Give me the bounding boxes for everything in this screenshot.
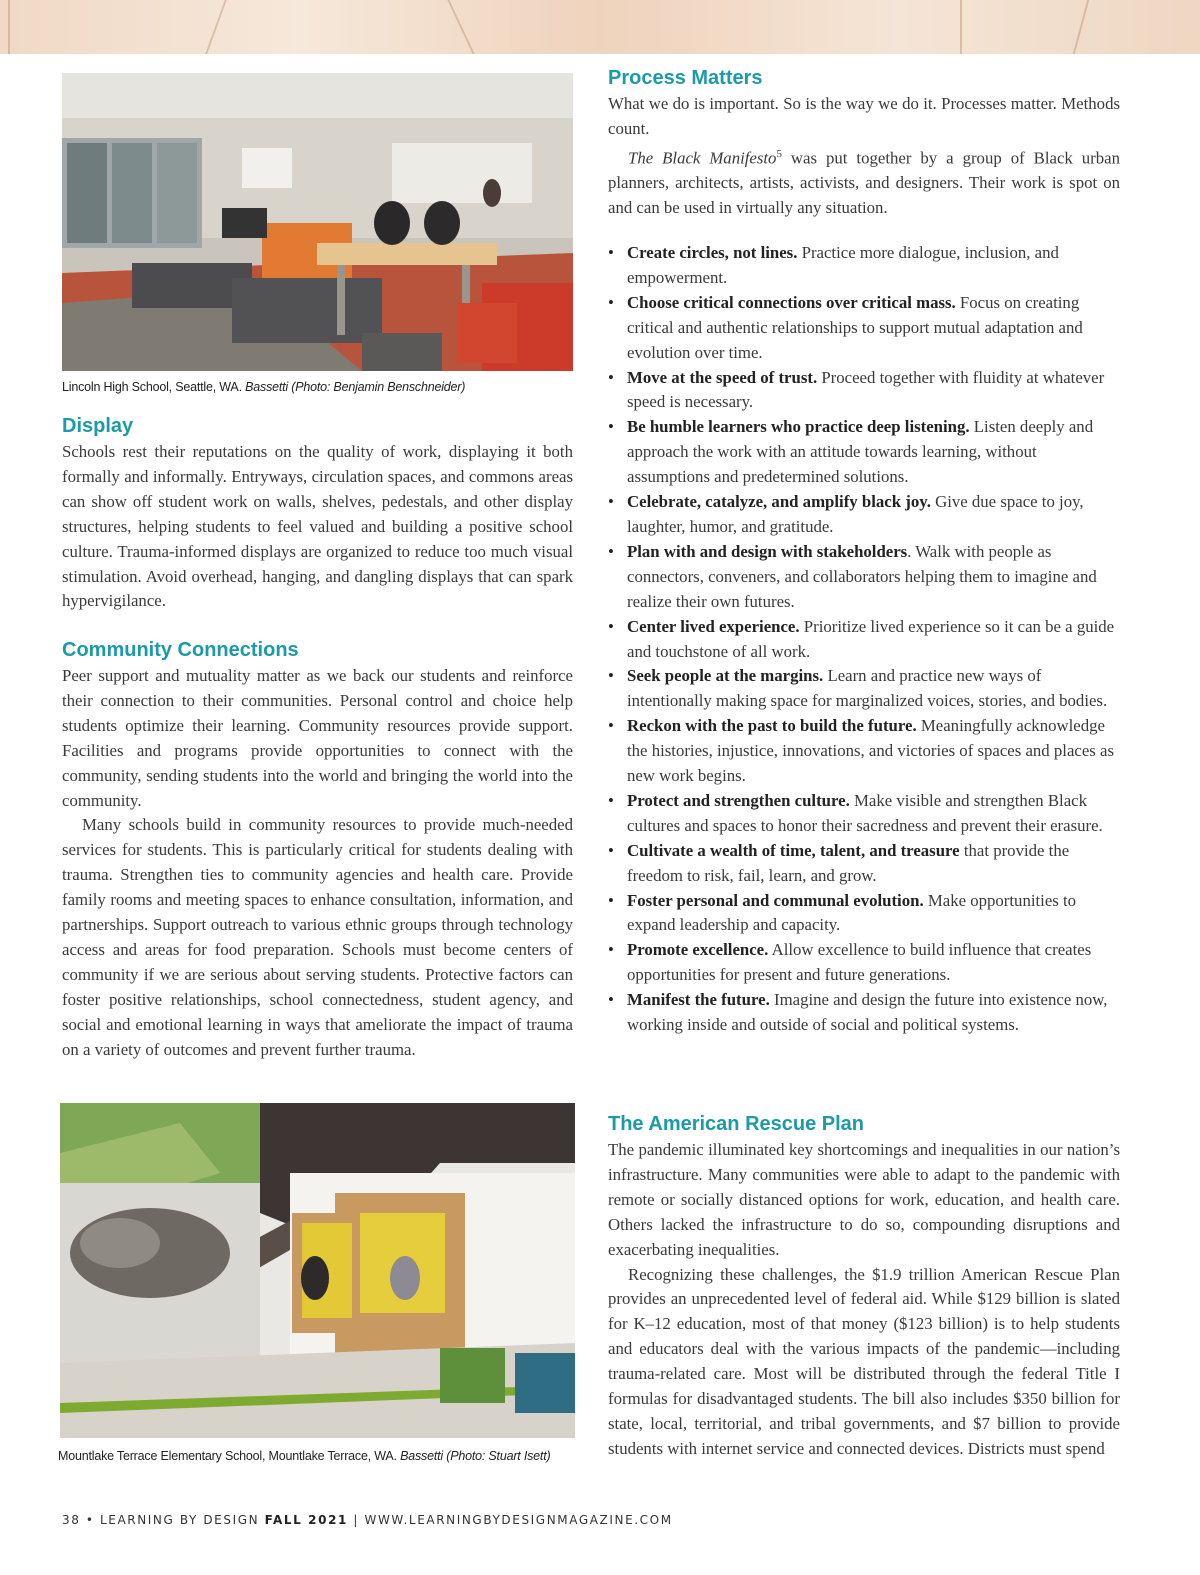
list-item: • Center lived experience. Prioritize lived experience so it can be a guide and touchstone of all work. [608,615,1120,665]
top-banner-image [0,0,1200,54]
community-connections-heading: Community Connections [62,639,299,661]
display-paragraph: Schools rest their reputations on the quality of work, displaying it both formally and informally. Entryways, circulation spaces, and commons areas can show off student work on walls, shelves, pedestals, and other display structures, helping students to feel valued and building a positive school culture. Trauma-informed displays are organized to reduce too much visual stimulation. Avoid overhead, hanging, and dangling displays that can spark hypervigilance. [62,442,573,611]
list-item: • Plan with and design with stakeholders. Walk with people as connectors, conveners, and collaborators helping them to imagine and realize their own futures. [608,540,1120,615]
issue-label: FALL 2021 [264,1513,348,1527]
magazine-url: WWW.LEARNINGBYDESIGNMAGAZINE.COM [364,1513,673,1527]
list-item: • Celebrate, catalyze, and amplify black joy. Give due space to joy, laughter, humor, and gratitude. [608,490,1120,540]
magazine-name: LEARNING BY DESIGN [100,1513,265,1527]
lincoln-high-school-photo [62,73,573,371]
list-item: • Promote excellence. Allow excellence to build influence that creates opportunities for present and future generations. [608,938,1120,988]
photo-caption: Lincoln High School, Seattle, WA. Bassetti (Photo: Benjamin Benschneider) [62,380,466,394]
list-item: • Move at the speed of trust. Proceed together with fluidity at whatever speed is necessary. [608,366,1120,416]
photo-caption: Mountlake Terrace Elementary School, Mountlake Terrace, WA. Bassetti (Photo: Stuart Isett) [58,1449,551,1463]
list-item: • Reckon with the past to build the future. Meaningfully acknowledge the histories, injustice, innovations, and victories of spaces and places as new work begins. [608,714,1120,789]
process-matters-heading: Process Matters [608,67,763,89]
list-item: • Create circles, not lines. Practice more dialogue, inclusion, and empowerment. [608,241,1120,291]
page-footer: 38 • LEARNING BY DESIGN FALL 2021 | WWW.LEARNINGBYDESIGNMAGAZINE.COM [62,1513,673,1527]
community-connections-text: Peer support and mutuality matter as we back our students and reinforce their connection to their communities. Personal control and choice help students optimize their learning. Community resources provide support. Facilities and programs provide opportunities to connect with the community, sending students into the world and bringing the world into the community. Many schools build in community resources to provide much-needed services for students. This is particularly critical for students dealing with trauma. Strengthen ties to community agencies and health care. Provide family rooms and meeting spaces to enhance consultation, information, and partnerships. Support outreach to various ethnic groups through technology access and areas for food preparation. Schools must become centers of community if we are serious about serving students. Protective factors can foster positive relationships, school connectedness, student agency, and social and emotional learning in ways that ameliorate the impact of trauma on a variety of outcomes and prevent further trauma. [62,666,573,1059]
display-heading: Display [62,415,134,437]
list-item: • Cultivate a wealth of time, talent, and treasure that provide the freedom to risk, fail, learn, and grow. [608,839,1120,889]
american-rescue-plan-heading: The American Rescue Plan [608,1113,865,1135]
mountlake-terrace-photo [60,1103,575,1438]
list-item: • Foster personal and communal evolution. Make opportunities to expand leadership and capacity. [608,889,1120,939]
list-item: • Protect and strengthen culture. Make visible and strengthen Black cultures and spaces to honor their sacredness and prevent their erasure. [608,789,1120,839]
list-item: • Manifest the future. Imagine and design the future into existence now, working inside and outside of social and political systems. [608,988,1120,1038]
black-manifesto-list [608,241,1120,1038]
process-matters-intro: What we do is important. So is the way we do it. Processes matter. Methods count. The Black Manifesto$^5$ was put together by a group of Black urban planners, architects, artists, activists, and designers. Their work is spot on and can be used in virtually any situation. [608,94,1120,218]
american-rescue-plan-text: The pandemic illuminated key shortcomings and inequalities in our nation’s infrastructure. Many communities were able to adapt to the pandemic with remote or socially distanced options for work, education, and health care. Others lacked the infrastructure to do so, compounding disruptions and exacerbating inequalities. Recognizing these challenges, the $1.9 trillion American Rescue Plan provides an unprecedented level of federal aid. While $129 billion is slated for K–12 education, most of that money ($123 billion) is to help students and educators deal with the various impacts of the pandemic—including trauma-related care. Most will be distributed through the federal Title I formulas for disadvantaged students. The bill also includes $350 billion for state, local, territorial, and tribal governments, and $7 billion to provide students with internet service and connected devices. Districts must spend [608,1140,1120,1458]
list-item: • Choose critical connections over critical mass. Focus on creating critical and authentic relationships to support mutual adaptation and evolution over time. [608,291,1120,366]
page-number: 38 [62,1513,81,1527]
list-item: • Be humble learners who practice deep listening. Listen deeply and approach the work with an attitude towards learning, without assumptions and predetermined solutions. [608,415,1120,490]
list-item: • Seek people at the margins. Learn and practice new ways of intentionally making space for marginalized voices, stories, and bodies. [608,664,1120,714]
